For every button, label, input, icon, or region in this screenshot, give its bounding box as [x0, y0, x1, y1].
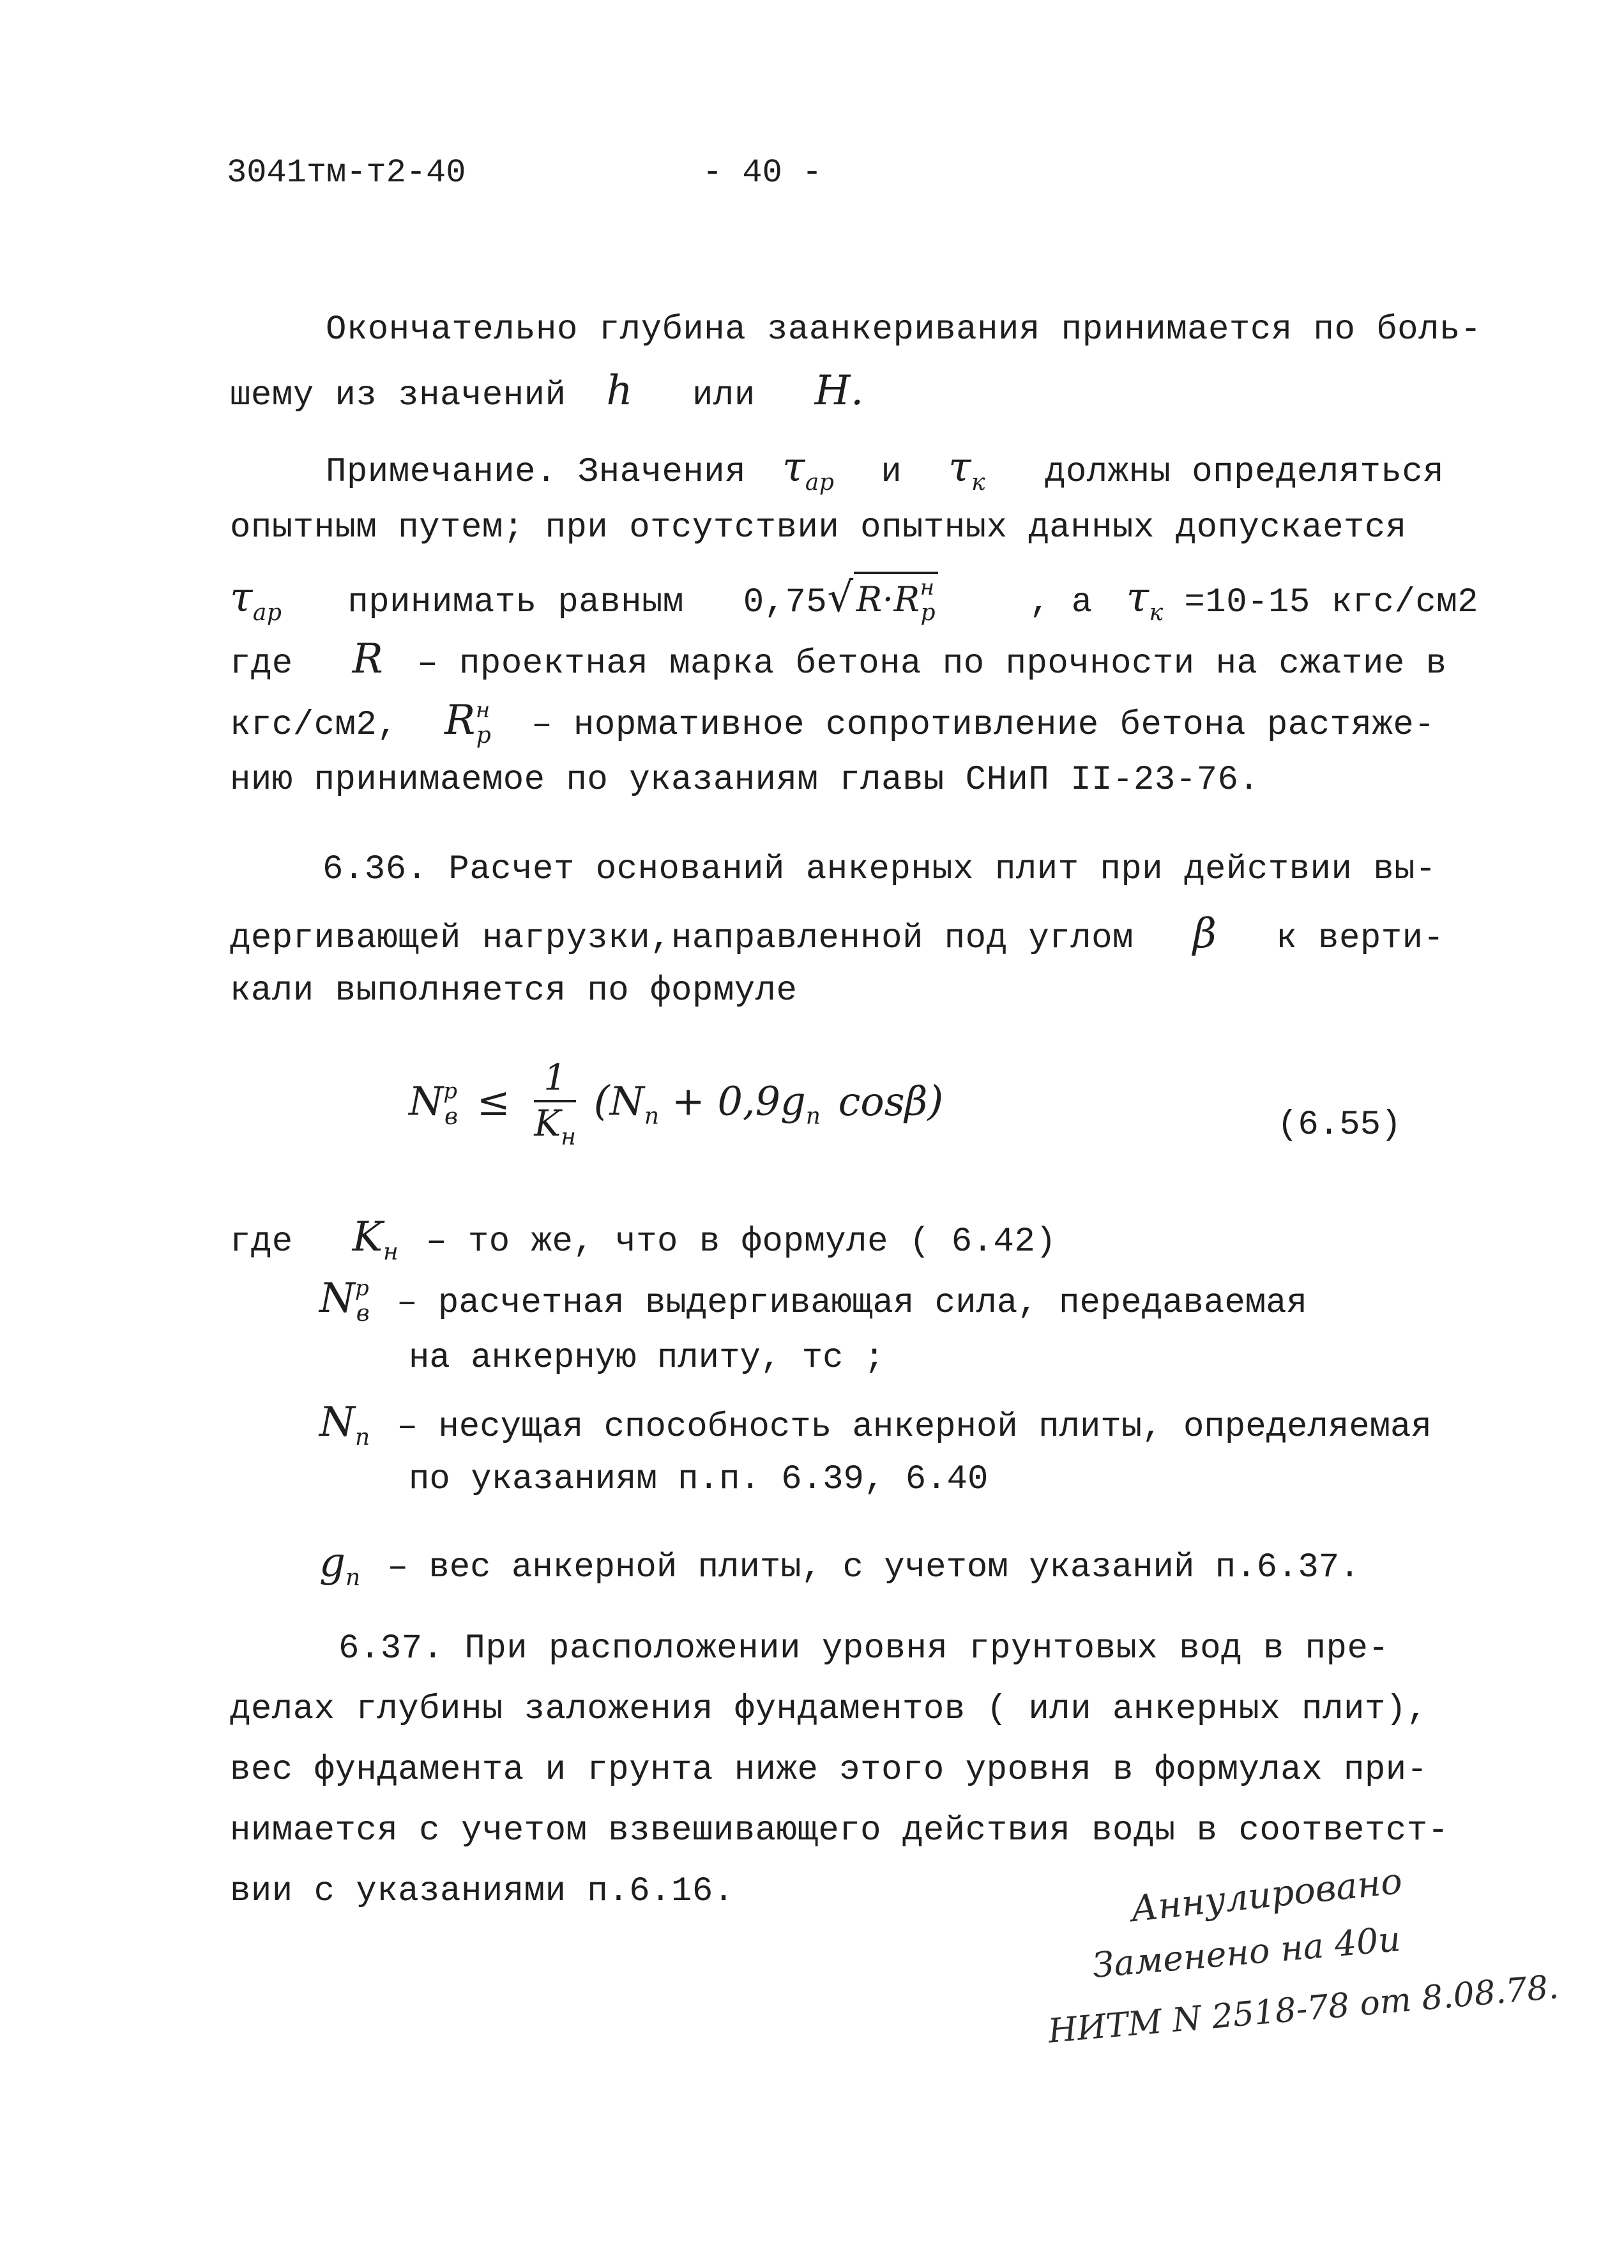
depth-text: шему из значений [230, 376, 566, 415]
section-637-line-5: вии с указаниями п.6.16. [230, 1872, 734, 1911]
def-nv-line-2: на анкерную плиту, тс ; [409, 1339, 885, 1378]
tau-k-2-sub: к [1149, 600, 1164, 626]
fraction-denominator [534, 1102, 576, 1149]
note-text-1b: должны определяться [1044, 453, 1445, 492]
formula-N: N [409, 1077, 444, 1125]
tau-k: τ [948, 444, 972, 491]
formula-cos: cos [838, 1077, 905, 1125]
sqrt-sign: √ [827, 574, 854, 621]
def-nn-text-1: – несущая способность анкерной плиты, определяемая [397, 1408, 1432, 1447]
handwritten-replaced: Заменено на 40и [1091, 1919, 1402, 1986]
section-636-line-2 [230, 910, 1445, 958]
formula-g: g [780, 1077, 806, 1125]
tau-ap-2-sub: ap [252, 600, 282, 626]
note-label: Примечание. Значения [326, 453, 747, 492]
section-637-line-1: 6.37. При расположении уровня грунтовых вод в пре- [338, 1629, 1390, 1668]
tau-ap: τ [782, 444, 805, 491]
note-line-4 [230, 635, 1447, 683]
handwritten-reference: НИТМ N 2518-78 от 8.08.78. [1046, 1968, 1561, 2051]
formula-beta: β [904, 1077, 928, 1125]
Rp-sup: н [475, 697, 490, 723]
def-nv-symbol: N [319, 1275, 355, 1322]
word-and: и [881, 453, 902, 492]
depth-paragraph-line-2 [230, 367, 864, 415]
word-or: или [692, 376, 755, 415]
tau-k-2: τ [1126, 574, 1150, 621]
section-636-text-2b: к верти- [1276, 919, 1445, 958]
section-636-text-2a: дергивающей нагрузки,направленной под углом [230, 919, 1134, 958]
page-number: - 40 - [702, 154, 823, 192]
paren-open: ( [593, 1077, 610, 1125]
formula-number: (6.55) [1277, 1106, 1402, 1145]
formula-6-55 [409, 1057, 944, 1150]
def-kn-text: – то же, что в формуле ( 6.42) [426, 1222, 1057, 1261]
tau-ap-sub: ap [805, 469, 835, 496]
formula-N-sub: в [444, 1103, 458, 1130]
var-R: R [352, 635, 384, 683]
unit-kgs: кгс/см2, [230, 706, 398, 745]
def-where: где [230, 1222, 293, 1261]
def-nv-text-1: – расчетная выдергивающая сила, передаваемая [397, 1284, 1307, 1323]
def-gn-text: – вес анкерной плиты, с учетом указаний п.6.37. [387, 1548, 1360, 1587]
note-line-6: нию принимаемое по указаниям главы СНиП II-23-76. [230, 761, 1260, 800]
sqrt-body [854, 572, 938, 625]
handwritten-annulled: Аннулировано [1128, 1860, 1404, 1931]
note-line-2: опытным путем; при отсутствии опытных данных допускается [230, 508, 1407, 547]
depth-paragraph-line-1: Окончательно глубина заанкеривания принимается по боль- [326, 310, 1482, 349]
sqrt-R: R·R [856, 579, 920, 620]
word-where: где [230, 644, 293, 683]
formula-g-sub: п [805, 1103, 821, 1130]
def-kn [230, 1214, 1057, 1265]
def-nn-line-2: по указаниям п.п. 6.39, 6.40 [409, 1460, 989, 1499]
note-line-1 [326, 444, 1445, 496]
def-kn-sub: н [383, 1239, 399, 1265]
def-gn-sub: п [345, 1565, 361, 1591]
coef-075: 0,75 [743, 583, 828, 622]
def-nn-symbol: N [319, 1399, 355, 1446]
var-Rp: R [444, 697, 476, 744]
Rp-sub: р [476, 722, 492, 749]
note-text-3b: , а [1029, 583, 1093, 622]
fraction-K-sub: н [561, 1124, 576, 1150]
var-h: h [606, 367, 634, 415]
def-gn [319, 1539, 1360, 1591]
def-nv-sub: в [356, 1300, 370, 1327]
paren-close: ) [927, 1077, 944, 1125]
section-637-line-4: нимается с учетом взвешивающего действия воды в соответст- [230, 1811, 1449, 1850]
var-beta: β [1192, 910, 1217, 957]
formula-fraction [534, 1057, 576, 1150]
formula-N-sup: р [443, 1078, 458, 1104]
formula-Nn: N [609, 1077, 644, 1125]
formula-coef: 0,9 [717, 1077, 781, 1125]
def-gn-symbol: g [319, 1539, 345, 1587]
def-nn-sub: п [355, 1424, 370, 1450]
fraction-K: K [534, 1103, 561, 1145]
section-637-line-3: вес фундамента и грунта ниже этого уровня в формулах при- [230, 1751, 1428, 1790]
note-text-5b: – нормативное сопротивление бетона растяже- [531, 706, 1436, 745]
section-637-line-2: делах глубины заложения фундаментов ( или анкерных плит), [230, 1690, 1428, 1729]
tau-k-sub: к [971, 469, 986, 496]
note-line-3 [230, 572, 1478, 625]
fraction-numerator: 1 [534, 1060, 576, 1102]
section-636-line-3: кали выполняется по формуле [230, 971, 798, 1010]
def-kn-symbol: K [352, 1214, 383, 1261]
note-line-5 [230, 699, 1435, 747]
formula-Nn-sub: п [644, 1103, 660, 1130]
def-nv [319, 1277, 1307, 1325]
formula-leq: ≤ [476, 1077, 510, 1125]
tau-ap-2: τ [230, 574, 253, 621]
note-text-3a: принимать равным [347, 583, 684, 622]
formula-plus: + [671, 1077, 705, 1125]
document-code: 3041тм-т2-40 [227, 154, 466, 192]
note-text-4b: – проектная марка бетона по прочности на сжатие в [417, 644, 1447, 683]
sqrt-sub: р [920, 600, 936, 626]
section-636-line-1: 6.36. Расчет оснований анкерных плит при действии вы- [323, 850, 1436, 889]
note-text-3c: =10-15 кгс/см2 [1184, 583, 1479, 622]
def-nv-sup: р [355, 1275, 369, 1301]
def-nn [319, 1399, 1432, 1450]
sqrt-sup: н [920, 575, 935, 600]
var-H: H. [814, 367, 864, 415]
